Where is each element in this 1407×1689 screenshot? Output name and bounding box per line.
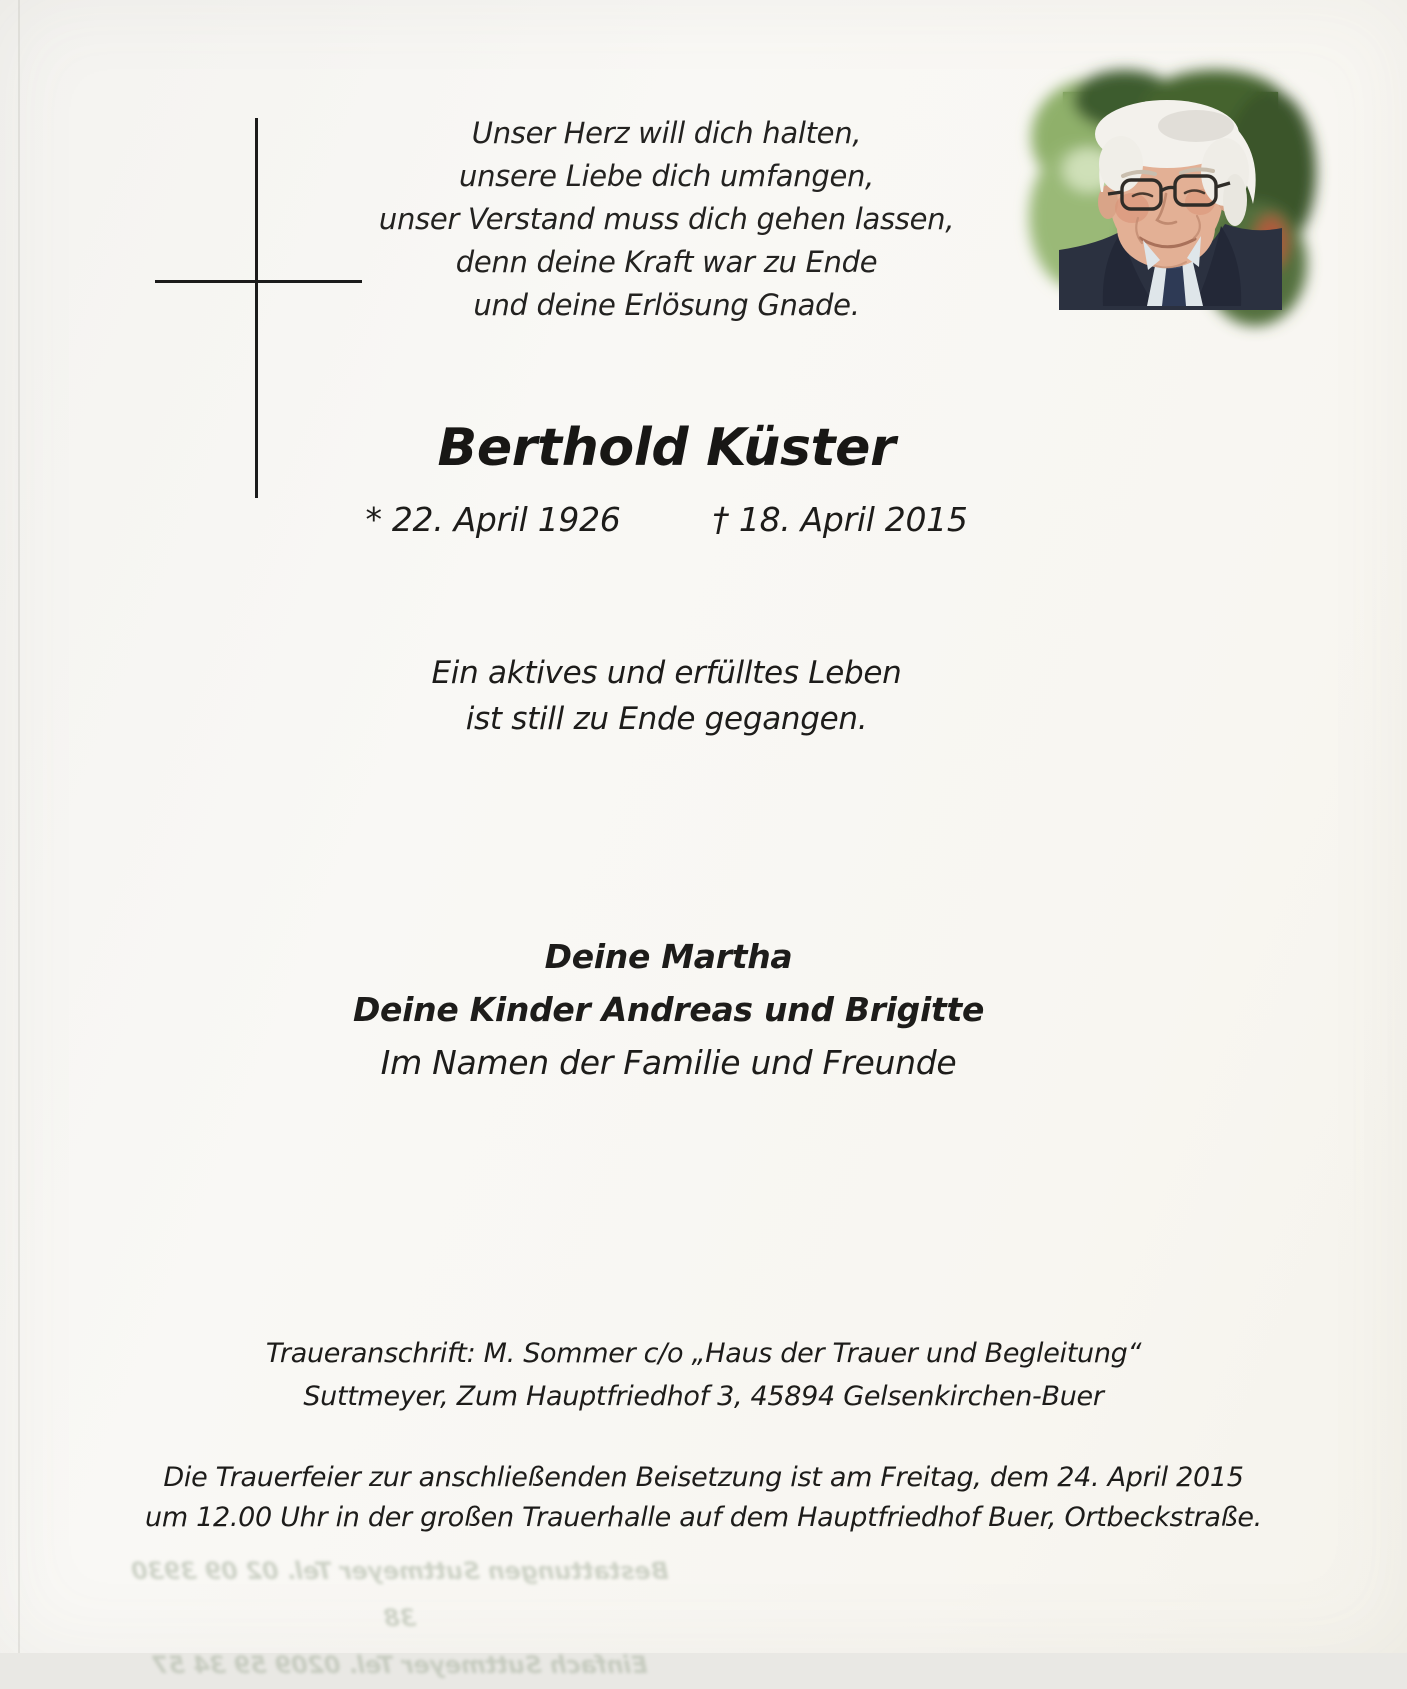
bleed-through-line: Bestattungen Suttmeyer Tel. 02 09 3930 38 xyxy=(131,1557,669,1632)
bleed-through-text xyxy=(130,1548,670,1689)
death-date: † 18. April 2015 xyxy=(712,500,968,539)
funeral-info xyxy=(0,1458,1407,1538)
mourner-line: Deine Kinder Andreas und Brigitte xyxy=(352,990,985,1029)
funeral-line: Die Trauerfeier zur anschließenden Beisetzung ist am Freitag, dem 24. April 2015 xyxy=(163,1462,1244,1493)
poem-line: denn deine Kraft war zu Ende xyxy=(455,245,878,279)
birth-date: * 22. April 1926 xyxy=(365,500,621,539)
bleed-through-line: Einfach Suttmeyer Tel. 0209 59 34 57 xyxy=(152,1651,648,1679)
mourner-line: Deine Martha xyxy=(544,937,793,976)
poem-line: unsere Liebe dich umfangen, xyxy=(459,159,874,193)
epitaph-line: Ein aktives und erfülltes Leben xyxy=(431,655,902,691)
mourners xyxy=(0,930,1407,1089)
life-dates xyxy=(0,500,1407,539)
poem-line: Unser Herz will dich halten, xyxy=(471,116,862,150)
address-line: Suttmeyer, Zum Hauptfriedhof 3, 45894 Gelsenkirchen-Buer xyxy=(303,1381,1104,1412)
poem-line: und deine Erlösung Gnade. xyxy=(473,288,860,322)
poem-line: unser Verstand muss dich gehen lassen, xyxy=(378,202,955,236)
poem xyxy=(0,112,1407,327)
address-line: Traueranschrift: M. Sommer c/o „Haus der Trauer und Begleitung“ xyxy=(265,1338,1142,1369)
funeral-line: um 12.00 Uhr in der großen Trauerhalle auf dem Hauptfriedhof Buer, Ortbeckstraße. xyxy=(145,1502,1262,1533)
condolence-address xyxy=(0,1332,1407,1418)
epitaph-line: ist still zu Ende gegangen. xyxy=(465,701,868,737)
mourner-line: Im Namen der Familie und Freunde xyxy=(380,1043,957,1082)
deceased-name: Berthold Küster xyxy=(437,418,896,478)
epitaph xyxy=(0,650,1407,742)
